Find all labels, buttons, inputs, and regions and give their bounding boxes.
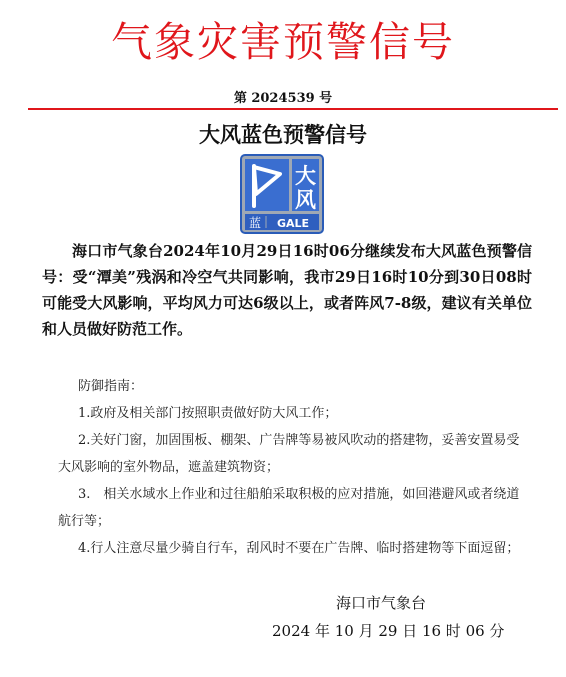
guidance-heading: 防御指南： bbox=[78, 379, 144, 394]
signal-english-label: GALE bbox=[276, 217, 310, 230]
issuer-name: 海口市气象台 bbox=[336, 594, 427, 612]
header-divider bbox=[28, 108, 558, 110]
warning-lead-paragraph: 海口市气象台2024年10月29日16时06分继续发布大风蓝色预警信号：受“潭美”残涡和冷空气共同影响，我市29日16时10分到30日08时可能受大风影响，平均风力可达6级以上，或者阵风7-8级，建议有关单位和人员做好防范工作。 bbox=[42, 242, 532, 338]
issue-time: 2024 年 10 月 29 日 16 时 06 分 bbox=[272, 622, 505, 640]
signal-char-top: 大 bbox=[295, 164, 316, 188]
document-number: 第 2024539 号 bbox=[233, 91, 333, 106]
gale-blue-signal-icon bbox=[240, 154, 324, 234]
guidance-item-3: 3. 相关水域水上作业和过往船舶采取积极的应对措施，如回港避风或者绕道航行等； bbox=[58, 487, 520, 529]
guidance-item-4: 4.行人注意尽量少骑自行车，刮风时不要在广告牌、临时搭建物等下面逗留； bbox=[78, 541, 520, 556]
warning-title: 大风蓝色预警信号 bbox=[199, 123, 367, 147]
guidance-item-2: 2.关好门窗，加固围板、棚架、广告牌等易被风吹动的搭建物，妥善安置易受大风影响的室外物品，遮盖建筑物资； bbox=[58, 433, 520, 475]
guidance-item-1: 1.政府及相关部门按照职责做好防大风工作； bbox=[78, 406, 338, 421]
document-header-title: 气象灾害预警信号 bbox=[111, 18, 455, 66]
signal-char-bottom: 风 bbox=[295, 188, 316, 212]
signal-color-label: 蓝 bbox=[248, 216, 262, 230]
